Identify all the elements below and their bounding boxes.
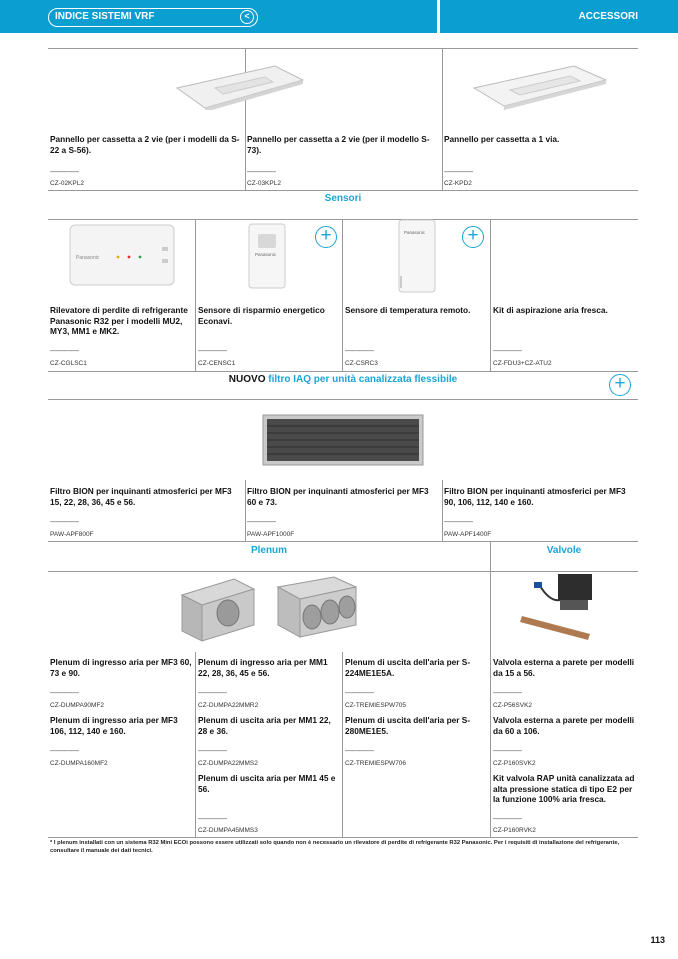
product-description: Valvola esterna a parete per modelli da 60 a 106. [493,715,635,736]
divider [48,541,638,542]
section-title-accessori: ACCESSORI [578,11,638,22]
product-code: CZ-P160RVK2 [493,827,536,834]
dash-separator: ———— [444,517,472,526]
product-code: CZ-P160SVK2 [493,760,536,767]
cassette-panel-2way-image [175,62,305,110]
product-code: CZ-P56SVK2 [493,702,533,709]
divider [48,219,638,220]
product-code: PAW-APF1000F [247,531,295,538]
divider [195,219,196,371]
bion-filter-image [262,414,424,466]
econavi-sensor-image [246,222,288,290]
section-title-filtro [48,374,638,385]
divider [48,371,638,372]
product-description: Kit di aspirazione aria fresca. [493,305,608,315]
dash-separator: ———— [198,346,226,355]
dash-separator: ———— [198,688,226,697]
divider [48,190,638,191]
dash-separator: ———— [50,167,78,176]
divider [48,48,638,49]
footnote: * I plenum installati con un sistema R32 Mini ECOi possono essere utilizzati solo quando non è necessario un rilevatore di perdite di refrigerante R32 Panasonic. Per i requisiti di installazione del refrigerante, consultare il manuale dei dati tecnici. [50,840,620,854]
product-code: CZ-CGLSC1 [50,360,87,367]
brand-label: Panasonic [76,255,100,261]
section-title-sensori: Sensori [324,193,362,204]
product-description: Plenum di ingresso aria per MF3 106, 112, 140 e 160. [50,715,178,736]
filtro-title: filtro IAQ per unità canalizzata flessibile [268,374,458,385]
product-description: Filtro BION per inquinanti atmosferici per MF3 90, 106, 112, 140 e 160. [444,486,626,507]
dash-separator: ———— [444,167,472,176]
product-code: CZ-DUMPA160MF2 [50,760,108,767]
dash-separator: ———— [345,688,373,697]
divider [490,219,491,371]
page-number: 113 [650,935,665,945]
product-code: CZ-TREMIESPW706 [345,760,407,767]
plenum-image [178,575,360,647]
divider [442,48,443,191]
product-description: Rilevatore di perdite di refrigerante Panasonic R32 per i modelli MU2, MY3, MM1 e MK2. [50,305,188,336]
dash-separator: ———— [493,746,521,755]
divider [442,480,443,542]
valve-kit-image [520,572,600,644]
section-title-plenum: Plenum [250,545,288,556]
dash-separator: ———— [198,814,226,823]
product-code: CZ-DUMPA22MMS2 [198,760,258,767]
dash-separator: ———— [345,746,373,755]
product-description: Plenum di uscita dell'aria per S-280ME1E5. [345,715,471,736]
divider [490,541,491,837]
dash-separator: ———— [493,346,521,355]
cassette-panel-1way-image [470,62,610,110]
dash-separator: ———— [345,346,373,355]
dash-separator: ———— [50,746,78,755]
dash-separator: ———— [50,346,78,355]
product-description: Plenum di uscita dell'aria per S-224ME1E5A. [345,657,471,678]
product-description: Sensore di risparmio energetico Econavi. [198,305,325,326]
product-code: CZ-03KPL2 [247,180,281,187]
product-code: PAW-APF1400F [444,531,492,538]
section-title-valvole: Valvole [546,545,582,556]
brand-label: Panasonic [404,230,426,235]
product-code: CZ-CENSC1 [198,360,236,367]
product-code: CZ-CSRC3 [345,360,378,367]
product-code: CZ-KPD2 [444,180,472,187]
product-description: Sensore di temperatura remoto. [345,305,471,315]
product-description: Plenum di ingresso aria per MM1 22, 28, 36, 45 e 56. [198,657,328,678]
dash-separator: ———— [247,167,275,176]
product-description: Valvola esterna a parete per modelli da 15 a 56. [493,657,635,678]
product-description: Filtro BION per inquinanti atmosferici per MF3 15, 22, 28, 36, 45 e 56. [50,486,232,507]
header-bar [0,0,678,33]
product-description: Pannello per cassetta a 2 vie (per il modello S-73). [247,134,430,155]
product-description: Filtro BION per inquinanti atmosferici per MF3 60 e 73. [247,486,429,507]
divider [342,219,343,371]
dash-separator: ———— [493,688,521,697]
product-description: Pannello per cassetta a 2 vie (per i modelli da S-22 a S-56). [50,134,240,155]
product-code: CZ-DUMPA90MF2 [50,702,105,709]
chevron-left-icon: < [240,10,254,24]
product-code: CZ-DUMPA45MMS3 [198,827,258,834]
plus-icon[interactable]: + [609,374,631,396]
product-code: PAW-APF800F [50,531,94,538]
index-title: INDICE SISTEMI VRF [55,11,155,22]
product-code: CZ-TREMIESPW705 [345,702,407,709]
header-divider [437,0,440,33]
product-description: Kit valvola RAP unità canalizzata ad alta pressione statica di tipo E2 per la funzione 100% aria fresca. [493,773,635,804]
product-description: Plenum di ingresso aria per MF3 60, 73 e 90. [50,657,192,678]
divider [48,837,638,838]
product-description: Pannello per cassetta a 1 via. [444,134,560,144]
product-code: CZ-02KPL2 [50,180,84,187]
index-vrf-button[interactable] [48,8,258,27]
new-label: NUOVO [228,374,266,385]
plus-icon[interactable]: + [315,226,337,248]
divider [245,480,246,542]
product-description: Plenum di uscita aria per MM1 22, 28 e 36. [198,715,331,736]
plus-icon[interactable]: + [462,226,484,248]
product-description: Plenum di uscita aria per MM1 45 e 56. [198,773,336,794]
dash-separator: ———— [198,746,226,755]
divider [48,399,638,400]
product-code: CZ-DUMPA22MMR2 [198,702,259,709]
brand-label: Panasonic [255,252,277,257]
dash-separator: ———— [493,814,521,823]
leak-detector-image [68,223,176,288]
product-code: CZ-FDU3+CZ-ATU2 [493,360,552,367]
dash-separator: ———— [50,688,78,697]
divider [195,652,196,837]
divider [342,652,343,837]
temperature-sensor-image [396,218,438,294]
dash-separator: ———— [247,517,275,526]
dash-separator: ———— [50,517,78,526]
